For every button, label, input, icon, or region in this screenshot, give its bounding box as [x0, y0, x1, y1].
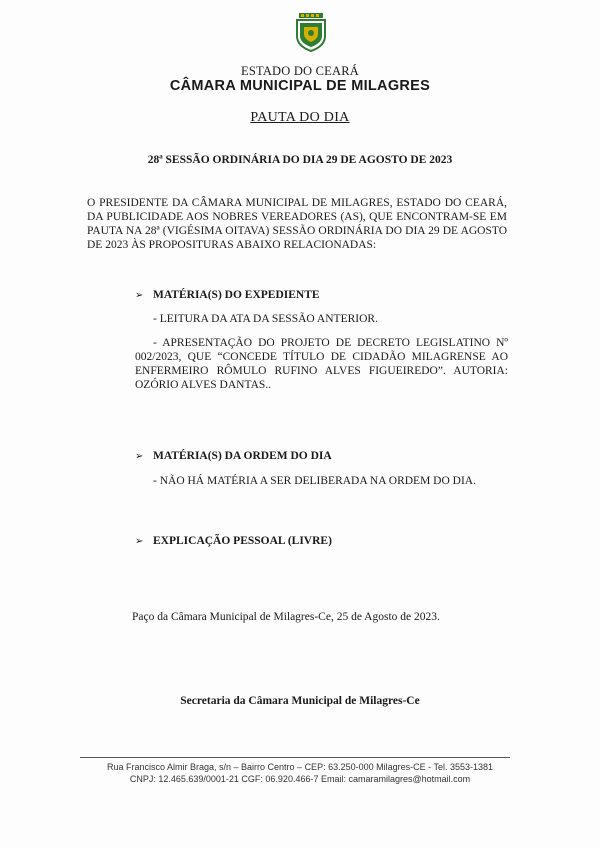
agenda-item: - APRESENTAÇÃO DO PROJETO DE DECRETO LEGISLATINO Nº 002/2023, QUE “CONCEDE TÍTULO DE CIDADÃO MILAGRENSE AO ENFERMEIRO RÔMULO RUFINO ALVES FIGUEIREDO”. AUTORIA: OZÓRIO ALVES DANTAS.. [135, 337, 508, 391]
section-heading: EXPLICAÇÃO PESSOAL (LIVRE) [153, 535, 332, 547]
section-explicacao-pessoal [135, 535, 515, 547]
section-heading: MATÉRIA(S) DO EXPEDIENTE [153, 289, 320, 301]
closing-line: Paço da Câmara Municipal de Milagres-Ce, 25 de Agosto de 2023. [132, 611, 440, 623]
arrow-bullet-icon: ➢ [135, 450, 144, 462]
footer-address: Rua Francisco Almir Braga, s/n – Bairro Centro – CEP: 63.250-000 Milagres-CE - Tel. 3553-1381 [106, 762, 493, 772]
agenda-item: - NÃO HÁ MATÉRIA A SER DELIBERADA NA ORDEM DO DIA. [153, 475, 476, 487]
state-coat-of-arms-icon [294, 12, 328, 52]
footer-contact: CNPJ: 12.465.639/0001-21 CGF: 06.920.466-7 Email: camaramilagres@hotmail.com [129, 774, 471, 784]
chamber-name: CÂMARA MUNICIPAL DE MILAGRES [169, 78, 431, 94]
arrow-bullet-icon: ➢ [135, 535, 144, 547]
intro-paragraph: O PRESIDENTE DA CÂMARA MUNICIPAL DE MILAGRES, ESTADO DO CEARÁ, DA PUBLICIDADE AOS NOBRES VEREADORES (AS), QUE ENCONTRAM-SE EM PAUTA NA 28ª (VIGÉSIMA OITAVA) SESSÃO ORDINÁRIA DO DIA 29 DE AGOSTO DE 2023 ÀS PROPOSITURAS ABAIXO RELACIONADAS: [87, 197, 507, 251]
section-heading: MATÉRIA(S) DA ORDEM DO DIA [153, 450, 332, 462]
section-expediente [135, 289, 515, 301]
section-ordem-do-dia [135, 450, 515, 462]
agenda-item: - LEITURA DA ATA DA SESSÃO ANTERIOR. [153, 313, 378, 325]
session-title: 28ª SESSÃO ORDINÁRIA DO DIA 29 DE AGOSTO DE 2023 [147, 154, 453, 166]
document-title: PAUTA DO DIA [250, 110, 350, 125]
signature-line: Secretaria da Câmara Municipal de Milagres-Ce [180, 695, 420, 707]
footer-divider [80, 757, 510, 758]
arrow-bullet-icon: ➢ [135, 289, 144, 301]
state-name: ESTADO DO CEARÁ [241, 64, 359, 78]
